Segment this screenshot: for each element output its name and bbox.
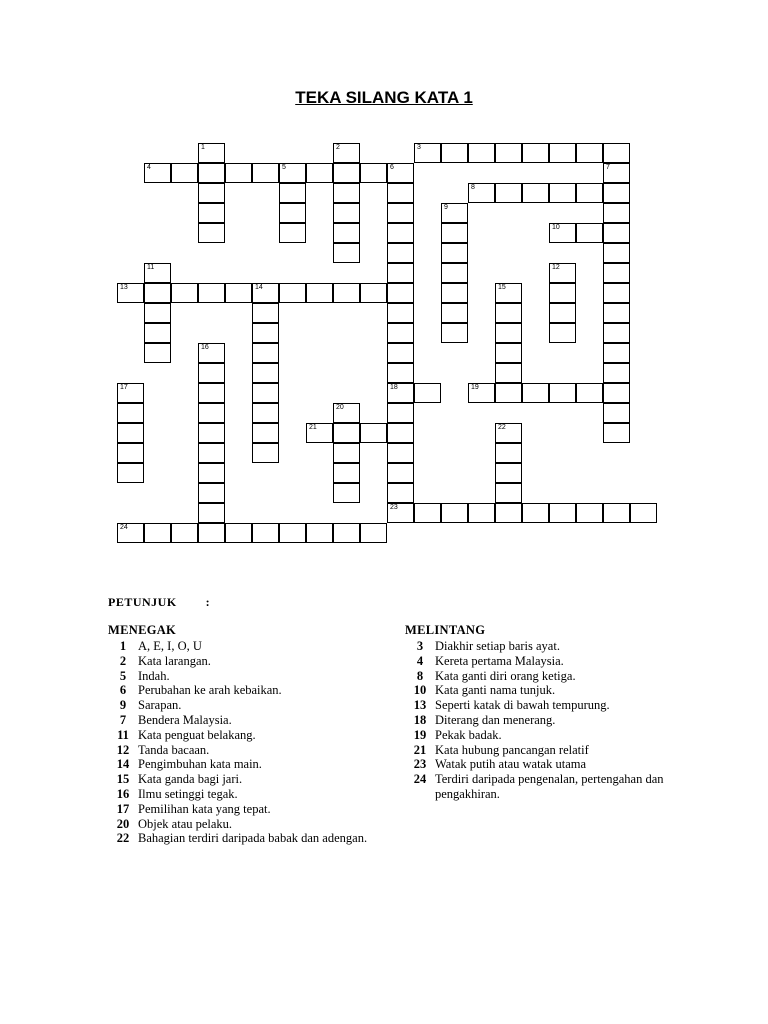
grid-cell[interactable] <box>252 283 279 303</box>
grid-cell[interactable] <box>333 283 360 303</box>
clue-number: 1 <box>201 144 205 151</box>
grid-cell[interactable] <box>198 143 225 163</box>
grid-cell[interactable] <box>198 283 225 303</box>
grid-cell[interactable] <box>576 143 603 163</box>
grid-cell[interactable] <box>387 303 414 323</box>
grid-cell[interactable] <box>117 523 144 543</box>
clue-text: Seperti katak di bawah tempurung. <box>435 698 610 713</box>
clue-num: 2 <box>119 653 127 668</box>
clue-number: 9 <box>444 204 448 211</box>
grid-cell[interactable] <box>495 483 522 503</box>
grid-cell[interactable] <box>360 163 387 183</box>
grid-cell[interactable] <box>387 203 414 223</box>
grid-cell[interactable] <box>279 523 306 543</box>
clue-number: 17 <box>120 384 128 391</box>
grid-cell[interactable] <box>252 303 279 323</box>
grid-cell[interactable] <box>171 283 198 303</box>
clue-number: 18 <box>390 384 398 391</box>
grid-cell[interactable] <box>279 183 306 203</box>
clue-num: 22 <box>116 831 130 846</box>
grid-cell[interactable] <box>522 183 549 203</box>
grid-cell[interactable] <box>576 223 603 243</box>
clue-text: Terdiri daripada pengenalan, pertengahan dan pengakhiran. <box>435 772 664 801</box>
grid-cell[interactable] <box>549 263 576 283</box>
grid-cell[interactable] <box>198 203 225 223</box>
clue-text: Pengimbuhan kata main. <box>138 757 262 772</box>
grid-cell[interactable] <box>333 423 360 443</box>
grid-cell[interactable] <box>549 323 576 343</box>
grid-cell[interactable] <box>522 383 549 403</box>
petunjuk-label: PETUNJUK <box>108 595 177 609</box>
grid-cell[interactable] <box>387 363 414 383</box>
grid-cell[interactable] <box>252 323 279 343</box>
petunjuk-heading <box>108 595 210 610</box>
clue-number: 3 <box>417 144 421 151</box>
grid-cell[interactable] <box>549 143 576 163</box>
clue-number: 16 <box>201 344 209 351</box>
clue-number: 22 <box>498 424 506 431</box>
grid-cell[interactable] <box>495 383 522 403</box>
grid-cell[interactable] <box>603 323 630 343</box>
clue-text: Pemilihan kata yang tepat. <box>138 801 271 816</box>
clue-num: 7 <box>119 712 127 727</box>
grid-cell[interactable] <box>252 523 279 543</box>
grid-cell[interactable] <box>198 383 225 403</box>
grid-cell[interactable] <box>333 203 360 223</box>
grid-cell[interactable] <box>522 503 549 523</box>
grid-cell[interactable] <box>549 503 576 523</box>
grid-cell[interactable] <box>603 183 630 203</box>
grid-cell[interactable] <box>549 303 576 323</box>
grid-cell[interactable] <box>441 303 468 323</box>
grid-cell[interactable] <box>441 143 468 163</box>
clue-text: Ilmu setinggi tegak. <box>138 786 238 801</box>
clue-item <box>108 683 368 698</box>
grid-cell[interactable] <box>252 443 279 463</box>
clue-number: 11 <box>147 264 155 271</box>
clue-item <box>405 713 685 728</box>
clue-item <box>108 669 368 684</box>
clue-number: 2 <box>336 144 340 151</box>
clue-item <box>108 757 368 772</box>
grid-cell[interactable] <box>495 323 522 343</box>
clue-text: Indah. <box>138 668 170 683</box>
clue-text: Kata larangan. <box>138 653 211 668</box>
grid-cell[interactable] <box>117 283 144 303</box>
grid-cell[interactable] <box>333 523 360 543</box>
grid-cell[interactable] <box>495 343 522 363</box>
grid-cell[interactable] <box>603 403 630 423</box>
grid-cell[interactable] <box>198 223 225 243</box>
grid-cell[interactable] <box>603 383 630 403</box>
clue-item <box>108 713 368 728</box>
clue-text: Bendera Malaysia. <box>138 712 232 727</box>
grid-cell[interactable] <box>333 483 360 503</box>
clue-item <box>108 728 368 743</box>
clue-text: A, E, I, O, U <box>138 639 202 653</box>
grid-cell[interactable] <box>333 183 360 203</box>
clue-num: 4 <box>416 653 424 668</box>
grid-cell[interactable] <box>198 463 225 483</box>
clue-item <box>405 654 685 669</box>
grid-cell[interactable] <box>333 143 360 163</box>
clue-number: 7 <box>606 164 610 171</box>
grid-cell[interactable] <box>603 203 630 223</box>
grid-cell[interactable] <box>495 283 522 303</box>
grid-cell[interactable] <box>252 403 279 423</box>
grid-cell[interactable] <box>603 503 630 523</box>
grid-cell[interactable] <box>360 523 387 543</box>
grid-cell[interactable] <box>576 503 603 523</box>
grid-cell[interactable] <box>522 143 549 163</box>
clue-item <box>108 817 368 832</box>
clue-number: 10 <box>552 224 560 231</box>
grid-cell[interactable] <box>225 523 252 543</box>
clue-item <box>405 772 685 802</box>
grid-cell[interactable] <box>549 183 576 203</box>
grid-cell[interactable] <box>495 463 522 483</box>
grid-cell[interactable] <box>171 523 198 543</box>
clue-num: 10 <box>413 683 427 698</box>
clue-item <box>108 772 368 787</box>
clue-item <box>405 743 685 758</box>
grid-cell[interactable] <box>495 423 522 443</box>
clue-item <box>405 669 685 684</box>
grid-cell[interactable] <box>630 503 657 523</box>
grid-cell[interactable] <box>576 383 603 403</box>
grid-cell[interactable] <box>144 283 171 303</box>
grid-cell[interactable] <box>144 523 171 543</box>
clue-text: Perubahan ke arah kebaikan. <box>138 683 282 698</box>
grid-cell[interactable] <box>144 303 171 323</box>
grid-cell[interactable] <box>495 503 522 523</box>
grid-cell[interactable] <box>198 423 225 443</box>
grid-cell[interactable] <box>252 343 279 363</box>
clue-number: 21 <box>309 424 317 431</box>
grid-cell[interactable] <box>603 223 630 243</box>
clue-text: Bahagian terdiri daripada babak dan adengan. <box>138 831 368 846</box>
grid-cell[interactable] <box>495 143 522 163</box>
grid-cell[interactable] <box>252 423 279 443</box>
clue-item <box>405 639 685 654</box>
clue-num: 20 <box>116 816 130 831</box>
clue-text: Kata penguat belakang. <box>138 727 256 742</box>
clue-num: 8 <box>416 668 424 683</box>
grid-cell[interactable] <box>603 263 630 283</box>
clue-item <box>108 802 368 817</box>
grid-cell[interactable] <box>360 283 387 303</box>
clue-number: 6 <box>390 164 394 171</box>
grid-cell[interactable] <box>468 503 495 523</box>
clue-item <box>405 728 685 743</box>
grid-cell[interactable] <box>495 183 522 203</box>
grid-cell[interactable] <box>387 383 414 403</box>
grid-cell[interactable] <box>252 163 279 183</box>
clue-number: 4 <box>147 164 151 171</box>
grid-cell[interactable] <box>198 523 225 543</box>
clue-number: 23 <box>390 504 398 511</box>
grid-cell[interactable] <box>144 163 171 183</box>
grid-cell[interactable] <box>468 383 495 403</box>
clue-text: Kata ganda bagi jari. <box>138 772 243 787</box>
grid-cell[interactable] <box>198 163 225 183</box>
grid-cell[interactable] <box>495 363 522 383</box>
grid-cell[interactable] <box>441 283 468 303</box>
grid-cell[interactable] <box>495 443 522 463</box>
clue-item <box>405 683 685 698</box>
grid-cell[interactable] <box>441 223 468 243</box>
grid-cell[interactable] <box>117 443 144 463</box>
clue-num: 21 <box>413 742 427 757</box>
grid-cell[interactable] <box>306 423 333 443</box>
grid-cell[interactable] <box>225 283 252 303</box>
grid-cell[interactable] <box>333 443 360 463</box>
clue-item <box>108 831 368 846</box>
grid-cell[interactable] <box>387 223 414 243</box>
clue-num: 17 <box>116 801 130 816</box>
grid-cell[interactable] <box>144 343 171 363</box>
grid-cell[interactable] <box>441 243 468 263</box>
clue-num: 12 <box>116 742 130 757</box>
clue-num: 19 <box>413 727 427 742</box>
grid-cell[interactable] <box>441 503 468 523</box>
clue-num: 23 <box>413 757 427 772</box>
grid-cell[interactable] <box>306 283 333 303</box>
clue-number: 12 <box>552 264 560 271</box>
grid-cell[interactable] <box>441 323 468 343</box>
grid-cell[interactable] <box>603 343 630 363</box>
menegak-title: MENEGAK <box>108 623 177 637</box>
grid-cell[interactable] <box>387 343 414 363</box>
grid-cell[interactable] <box>387 263 414 283</box>
clue-num: 13 <box>413 698 427 713</box>
grid-cell[interactable] <box>198 343 225 363</box>
grid-cell[interactable] <box>360 423 387 443</box>
grid-cell[interactable] <box>387 323 414 343</box>
grid-cell[interactable] <box>306 523 333 543</box>
grid-cell[interactable] <box>333 243 360 263</box>
grid-cell[interactable] <box>387 503 414 523</box>
grid-cell[interactable] <box>603 283 630 303</box>
clue-text: Watak putih atau watak utama <box>435 757 587 772</box>
grid-cell[interactable] <box>198 483 225 503</box>
clue-text: Tanda bacaan. <box>138 742 210 757</box>
grid-cell[interactable] <box>576 183 603 203</box>
clue-number: 8 <box>471 184 475 191</box>
grid-cell[interactable] <box>549 383 576 403</box>
clue-number: 14 <box>255 284 263 291</box>
grid-cell[interactable] <box>387 283 414 303</box>
grid-cell[interactable] <box>198 503 225 523</box>
grid-cell[interactable] <box>387 443 414 463</box>
grid-cell[interactable] <box>333 463 360 483</box>
grid-cell[interactable] <box>414 143 441 163</box>
grid-cell[interactable] <box>441 203 468 223</box>
clue-text: Objek atau pelaku. <box>138 816 233 831</box>
grid-cell[interactable] <box>387 403 414 423</box>
clue-item <box>405 757 685 772</box>
clue-number: 5 <box>282 164 286 171</box>
clue-num: 1 <box>119 639 127 653</box>
grid-cell[interactable] <box>117 383 144 403</box>
clue-number: 19 <box>471 384 479 391</box>
grid-cell[interactable] <box>603 363 630 383</box>
clue-number: 24 <box>120 524 128 531</box>
grid-cell[interactable] <box>198 363 225 383</box>
clue-num: 6 <box>119 683 127 698</box>
grid-cell[interactable] <box>225 163 252 183</box>
grid-cell[interactable] <box>171 163 198 183</box>
clue-number: 20 <box>336 404 344 411</box>
grid-cell[interactable] <box>252 383 279 403</box>
clue-num: 3 <box>416 639 424 653</box>
grid-cell[interactable] <box>387 423 414 443</box>
grid-cell[interactable] <box>279 223 306 243</box>
clue-text: Diakhir setiap baris ayat. <box>435 639 560 653</box>
clue-item <box>108 743 368 758</box>
clue-num: 5 <box>119 668 127 683</box>
clue-number: 15 <box>498 284 506 291</box>
grid-cell[interactable] <box>144 263 171 283</box>
grid-cell[interactable] <box>603 303 630 323</box>
melintang-title: MELINTANG <box>405 623 486 637</box>
grid-cell[interactable] <box>279 163 306 183</box>
grid-cell[interactable] <box>279 203 306 223</box>
petunjuk-colon: : <box>205 595 211 609</box>
grid-cell[interactable] <box>414 383 441 403</box>
clue-item <box>108 787 368 802</box>
grid-cell[interactable] <box>387 463 414 483</box>
grid-cell[interactable] <box>549 283 576 303</box>
page-title: TEKA SILANG KATA 1 <box>295 88 473 107</box>
grid-cell[interactable] <box>117 423 144 443</box>
grid-cell[interactable] <box>333 223 360 243</box>
grid-cell[interactable] <box>117 403 144 423</box>
grid-cell[interactable] <box>441 263 468 283</box>
grid-cell[interactable] <box>549 223 576 243</box>
grid-cell[interactable] <box>387 243 414 263</box>
clue-text: Pekak badak. <box>435 727 502 742</box>
clue-num: 16 <box>116 786 130 801</box>
clue-text: Kata ganti diri orang ketiga. <box>435 668 576 683</box>
grid-cell[interactable] <box>603 143 630 163</box>
grid-cell[interactable] <box>333 163 360 183</box>
clue-item <box>108 654 368 669</box>
clue-text: Kereta pertama Malaysia. <box>435 653 564 668</box>
clue-num: 24 <box>413 772 427 787</box>
clue-text: Kata ganti nama tunjuk. <box>435 683 556 698</box>
grid-cell[interactable] <box>306 163 333 183</box>
grid-cell[interactable] <box>333 403 360 423</box>
grid-cell[interactable] <box>198 443 225 463</box>
grid-cell[interactable] <box>603 243 630 263</box>
clue-item <box>108 639 368 654</box>
grid-cell[interactable] <box>387 183 414 203</box>
grid-cell[interactable] <box>279 283 306 303</box>
clue-num: 14 <box>116 757 130 772</box>
clue-num: 15 <box>116 772 130 787</box>
grid-cell[interactable] <box>387 163 414 183</box>
grid-cell[interactable] <box>468 183 495 203</box>
clue-num: 11 <box>117 727 129 742</box>
grid-cell[interactable] <box>387 483 414 503</box>
clue-text: Kata hubung pancangan relatif <box>435 742 589 757</box>
menegak-column <box>108 623 368 846</box>
clue-num: 18 <box>413 712 427 727</box>
grid-cell[interactable] <box>252 363 279 383</box>
melintang-column <box>405 623 685 802</box>
clue-text: Sarapan. <box>138 698 182 713</box>
grid-cell[interactable] <box>198 183 225 203</box>
grid-cell[interactable] <box>603 163 630 183</box>
grid-cell[interactable] <box>495 303 522 323</box>
clue-number: 13 <box>120 284 128 291</box>
clue-num: 9 <box>119 698 127 713</box>
clue-item <box>405 698 685 713</box>
grid-cell[interactable] <box>144 323 171 343</box>
grid-cell[interactable] <box>468 143 495 163</box>
clue-item <box>108 698 368 713</box>
clue-text: Diterang dan menerang. <box>435 712 556 727</box>
grid-cell[interactable] <box>603 423 630 443</box>
grid-cell[interactable] <box>414 503 441 523</box>
grid-cell[interactable] <box>117 463 144 483</box>
grid-cell[interactable] <box>198 403 225 423</box>
